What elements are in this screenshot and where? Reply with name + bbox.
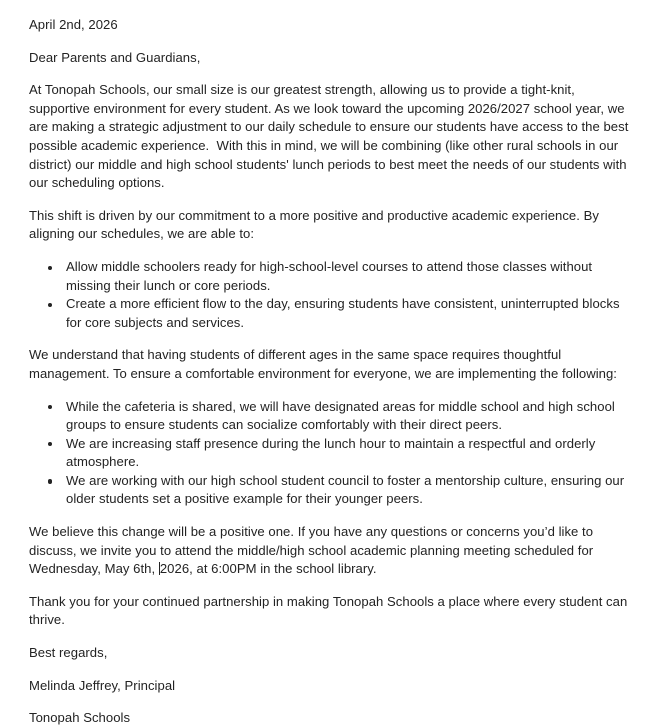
letter-body[interactable] <box>29 16 633 728</box>
list-item: We are working with our high school student council to foster a mentorship culture, ensuring our older students set a positive example for their younger peers. <box>29 472 630 509</box>
meeting-text-before-caret: We believe this change will be a positive one. If you have any questions or concerns you’d like to discuss, we invite you to attend the middle/high school academic planning meeting scheduled for Wednesday, May 6th, <box>29 524 597 577</box>
text-caret <box>159 562 160 575</box>
salutation: Dear Parents and Guardians, <box>29 49 201 65</box>
paragraph-rationale: This shift is driven by our commitment to a more positive and productive academic experience. By aligning our schedules, we are able to: <box>29 207 603 242</box>
date-line: April 2nd, 2026 <box>29 17 118 32</box>
list-item: We are increasing staff presence during the lunch hour to maintain a respectful and orderly atmosphere. <box>29 435 630 472</box>
paragraph-meeting <box>29 523 630 579</box>
list-item: Create a more efficient flow to the day, ensuring students have consistent, uninterrupted blocks for core subjects and services. <box>29 295 630 332</box>
paragraph-intro: At Tonopah Schools, our small size is our greatest strength, allowing us to provide a tight-knit, supportive environment for every student. As we look toward the upcoming 2026/2027 school year, we are making a strategic adjustment to our daily schedule to ensure our students have access to the best possible academic experience. With this in mind, we will be combining (like other rural schools in our district) our middle and high school students' lunch periods to best meet the needs of our students with our scheduling options. <box>29 82 633 191</box>
signature-name: Melinda Jeffrey, Principal <box>29 677 176 693</box>
benefits-list <box>29 258 630 332</box>
paragraph-thanks: Thank you for your continued partnership in making Tonopah Schools a place where every student can thrive. <box>29 593 631 628</box>
paragraph-management: We understand that having students of different ages in the same space requires thoughtful management. To ensure a comfortable environment for everyone, we are implementing the following: <box>29 347 617 381</box>
closing-line: Best regards, <box>29 645 108 661</box>
meeting-text-after-caret: 2026, at 6:00PM in the school library. <box>159 561 377 577</box>
signature-organization: Tonopah Schools <box>29 710 131 726</box>
measures-list <box>29 398 630 510</box>
list-item: Allow middle schoolers ready for high-school-level courses to attend those classes without missing their lunch or core periods. <box>29 258 630 295</box>
list-item: While the cafeteria is shared, we will have designated areas for middle school and high school groups to ensure students can socialize comfortably with their direct peers. <box>29 398 630 435</box>
